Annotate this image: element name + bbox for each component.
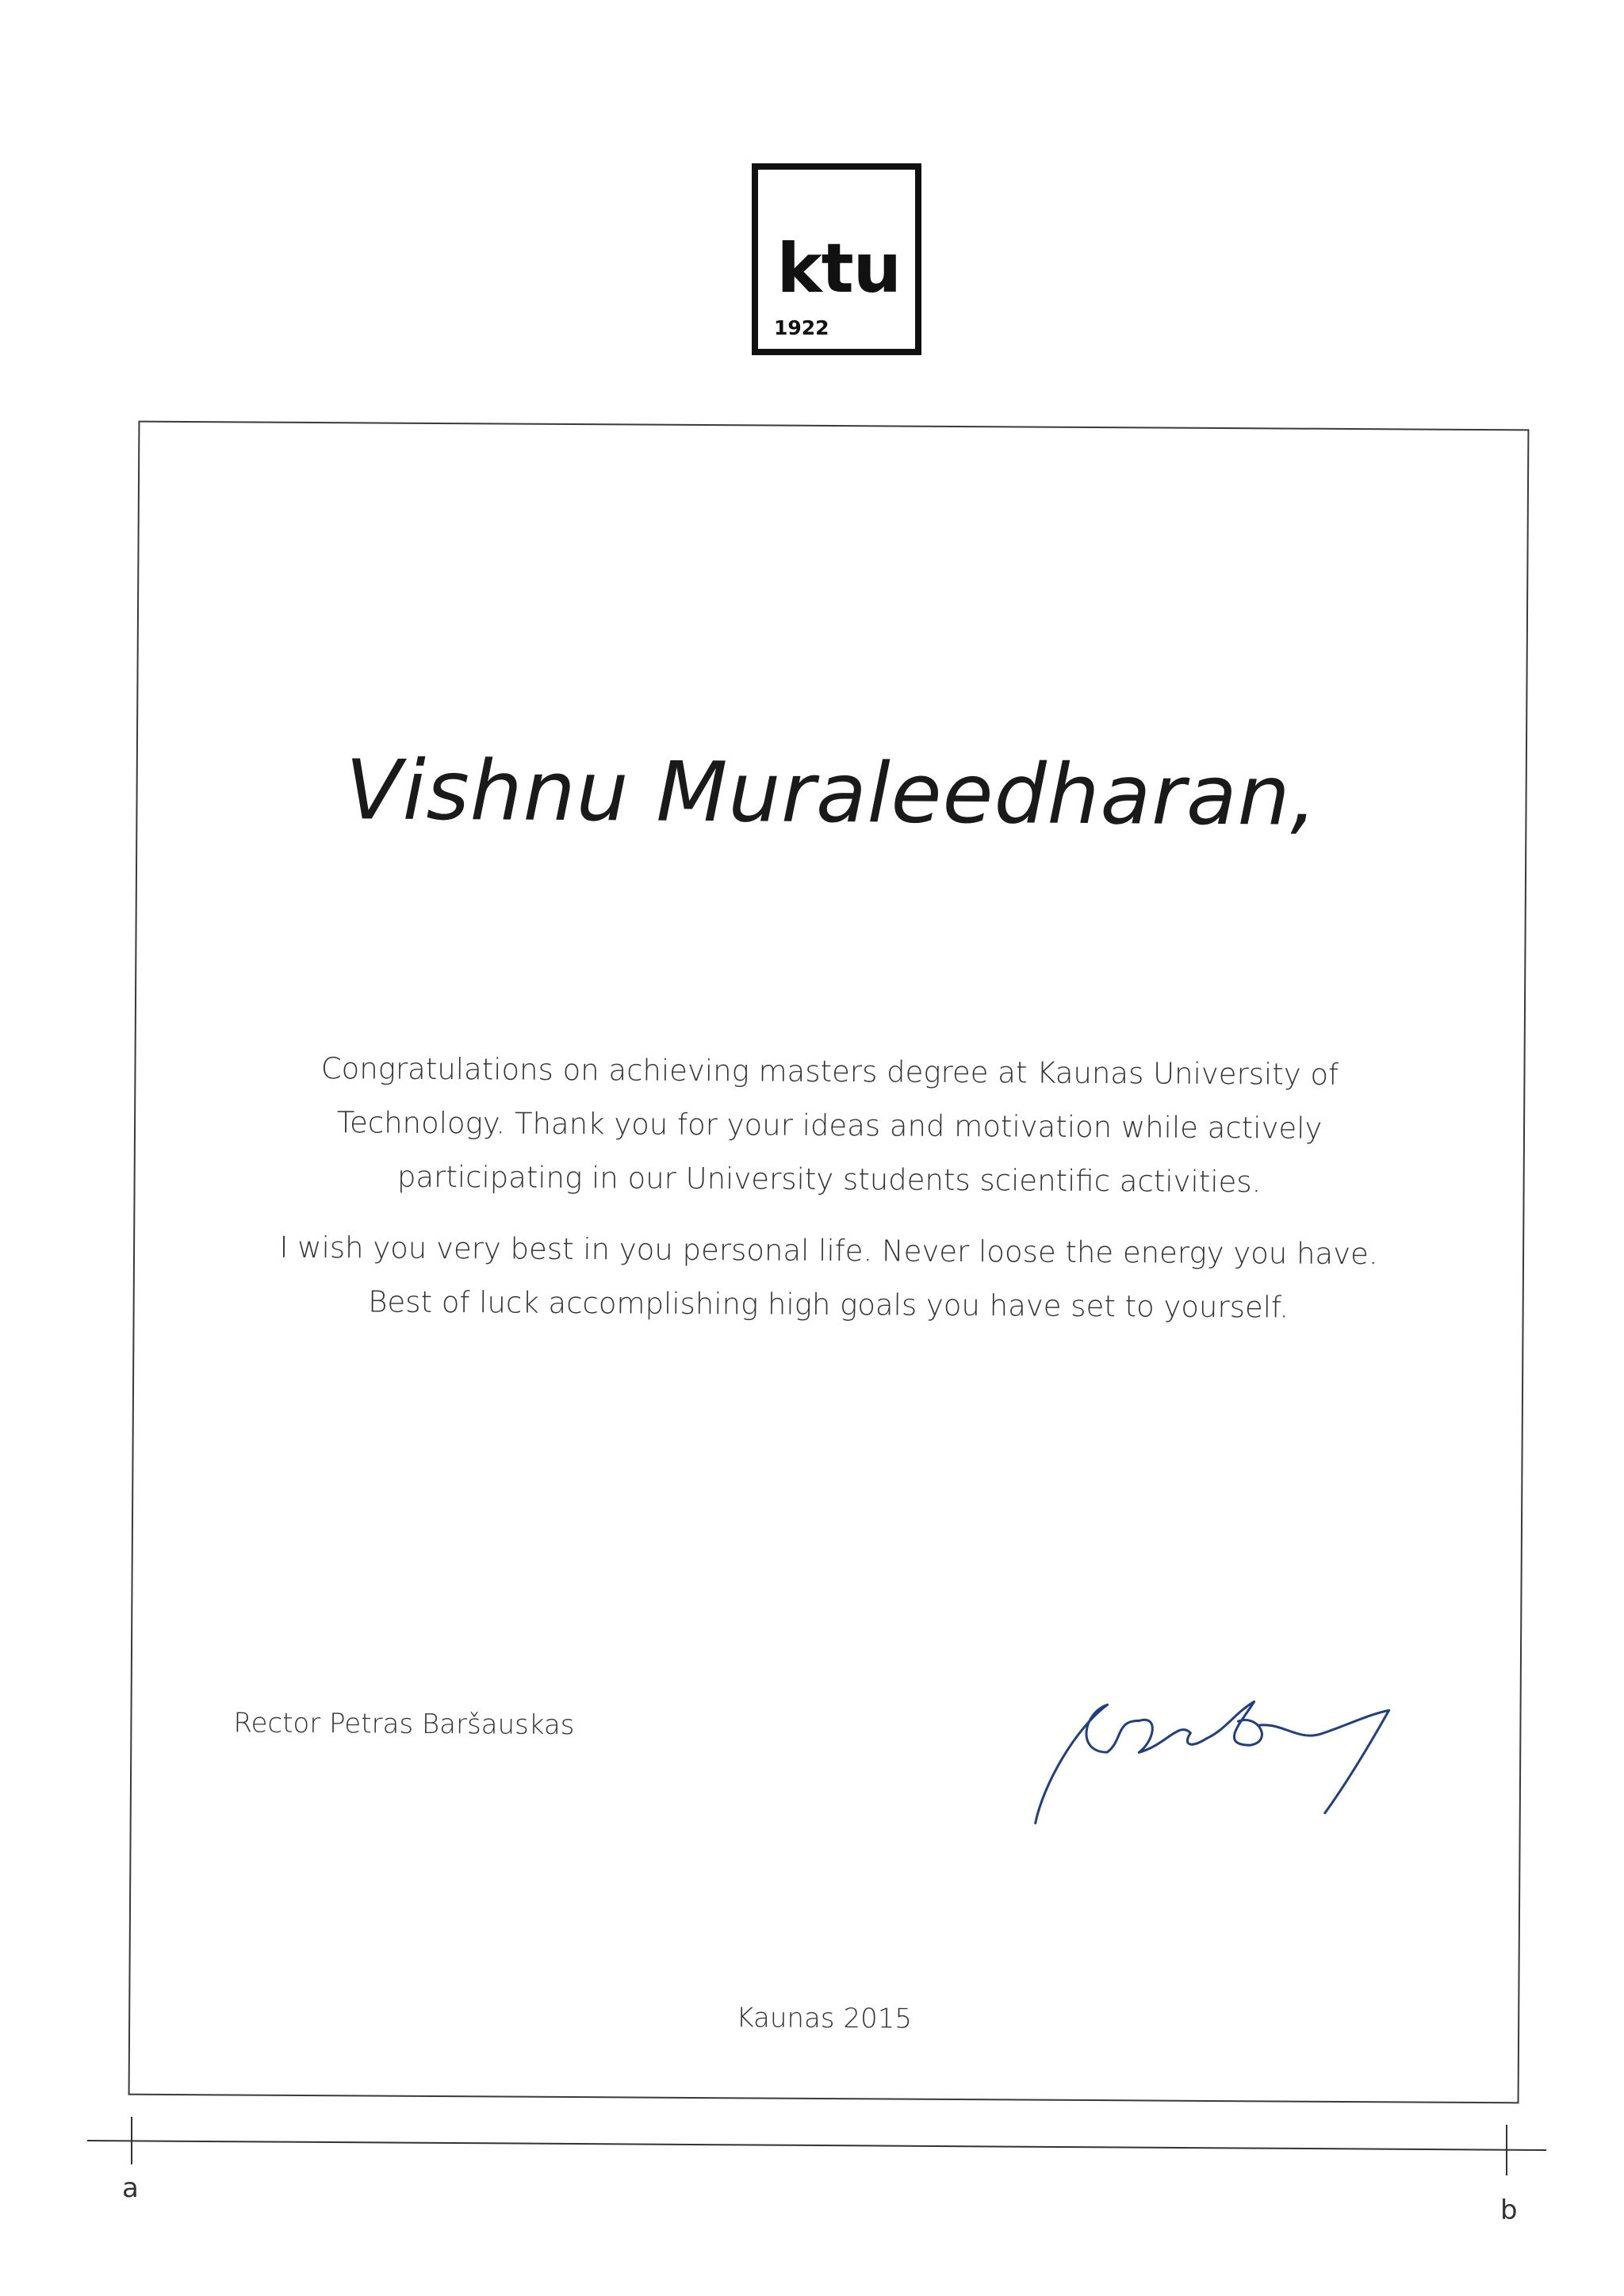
message-body (253, 1042, 1404, 1353)
logo-year: 1922 (774, 316, 829, 339)
message-paragraph-2: I wish you very best in you personal life. Never loose the energy you have. Best of luck accomplishing high goals you have set to yourself. (279, 1230, 1378, 1325)
mark-label-a: a (122, 2172, 139, 2204)
place-and-date: Kaunas 2015 (736, 2002, 913, 2035)
recipient-name: Vishnu Muraleedharan, (345, 741, 1319, 844)
message-paragraph-1: Congratulations on achieving masters degree at Kaunas University of Technology. Thank you for your ideas and motivation while actively participating in our University students scientific activities. (320, 1051, 1339, 1200)
certificate-frame (128, 421, 1530, 2104)
measurement-marks (0, 2109, 1624, 2236)
signatory-name: Rector Petras Baršauskas (233, 1707, 575, 1742)
handwritten-signature (1020, 1664, 1433, 1833)
measurement-line (0, 2109, 1624, 2236)
mark-label-b: b (1500, 2195, 1518, 2226)
ktu-logo (752, 163, 921, 355)
logo-name: ktu (776, 229, 901, 308)
